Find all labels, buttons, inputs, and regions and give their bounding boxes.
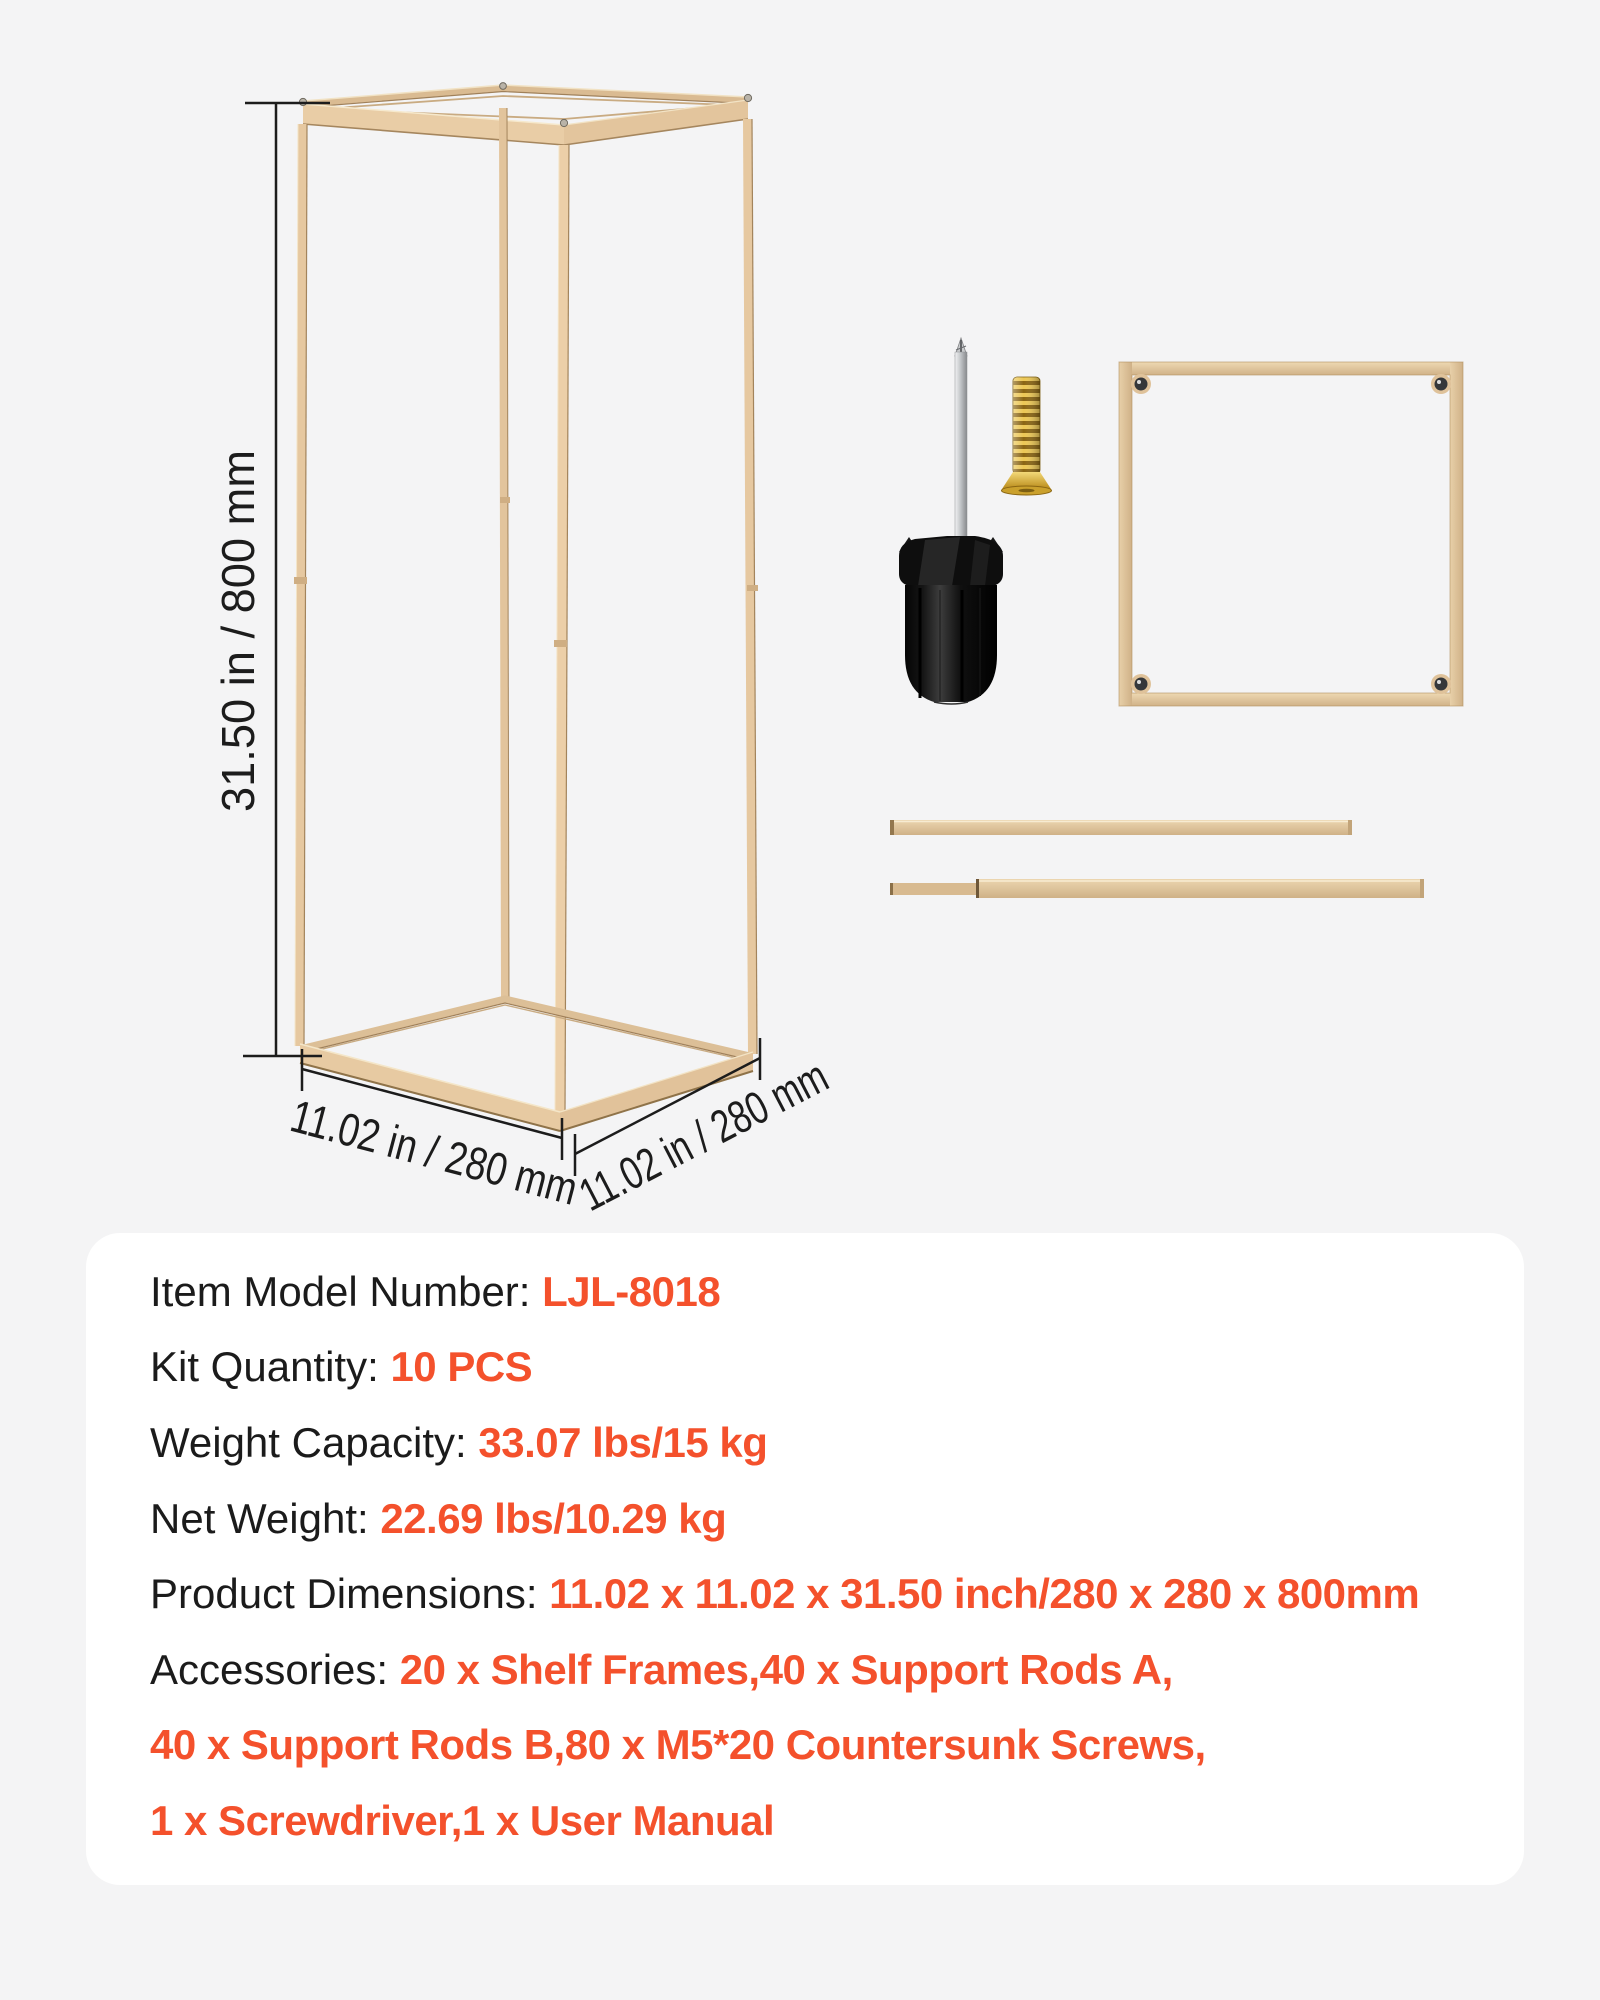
support-rod-a <box>890 820 1352 835</box>
leg-joint <box>554 640 567 647</box>
frame-corner-holes <box>1131 374 1451 694</box>
assembled-stand <box>294 83 758 1131</box>
spec-label: Accessories: <box>150 1645 400 1693</box>
spec-value: LJL-8018 <box>542 1267 721 1315</box>
shelf-frame <box>1119 362 1463 706</box>
corner-screw-icon <box>500 83 507 90</box>
spec-value: 11.02 x 11.02 x 31.50 inch/280 x 280 x 800mm <box>549 1570 1420 1618</box>
support-rod-b <box>890 879 1424 898</box>
screwdriver-shaft <box>955 352 967 548</box>
spec-label: Item Model Number: <box>150 1267 543 1315</box>
spec-row-weight-capacity <box>150 1405 1494 1481</box>
spec-value: 1 x Screwdriver,1 x User Manual <box>150 1796 775 1844</box>
screwdriver <box>899 338 1003 704</box>
spec-row-accessories-cont <box>150 1708 1494 1784</box>
countersunk-screw <box>1002 377 1052 495</box>
spec-value: 22.69 lbs/10.29 kg <box>380 1494 727 1542</box>
spec-value: 20 x Shelf Frames,40 x Support Rods A, <box>399 1645 1173 1693</box>
spec-row-model <box>150 1254 1494 1330</box>
spec-label: Weight Capacity: <box>150 1418 479 1466</box>
leg-joint <box>500 497 510 503</box>
spec-row-product-dimensions <box>150 1556 1494 1632</box>
spec-value: 40 x Support Rods B,80 x M5*20 Countersunk Screws, <box>150 1721 1206 1769</box>
spec-row-net-weight <box>150 1481 1494 1557</box>
spec-value: 33.07 lbs/15 kg <box>478 1418 768 1466</box>
spec-card <box>86 1233 1524 1885</box>
spec-label: Product Dimensions: <box>150 1570 550 1618</box>
spec-label: Net Weight: <box>150 1494 381 1542</box>
spec-list <box>150 1254 1494 1859</box>
spec-label: Kit Quantity: <box>150 1343 391 1391</box>
leg-joint <box>747 585 758 591</box>
spec-row-kit-quantity <box>150 1330 1494 1406</box>
spec-row-accessories-cont2 <box>150 1783 1494 1859</box>
corner-screw-icon <box>744 94 751 101</box>
width-dimension-label: 11.02 in / 280 mm <box>285 1089 652 1233</box>
depth-dimension-label: 11.02 in / 280 mm <box>570 1006 919 1221</box>
spec-row-accessories <box>150 1632 1494 1708</box>
spec-value: 10 PCS <box>390 1343 533 1391</box>
height-dimension-label: 31.50 in / 800 mm <box>212 443 264 812</box>
leg-joint <box>294 577 307 584</box>
corner-screw-icon <box>560 119 567 126</box>
